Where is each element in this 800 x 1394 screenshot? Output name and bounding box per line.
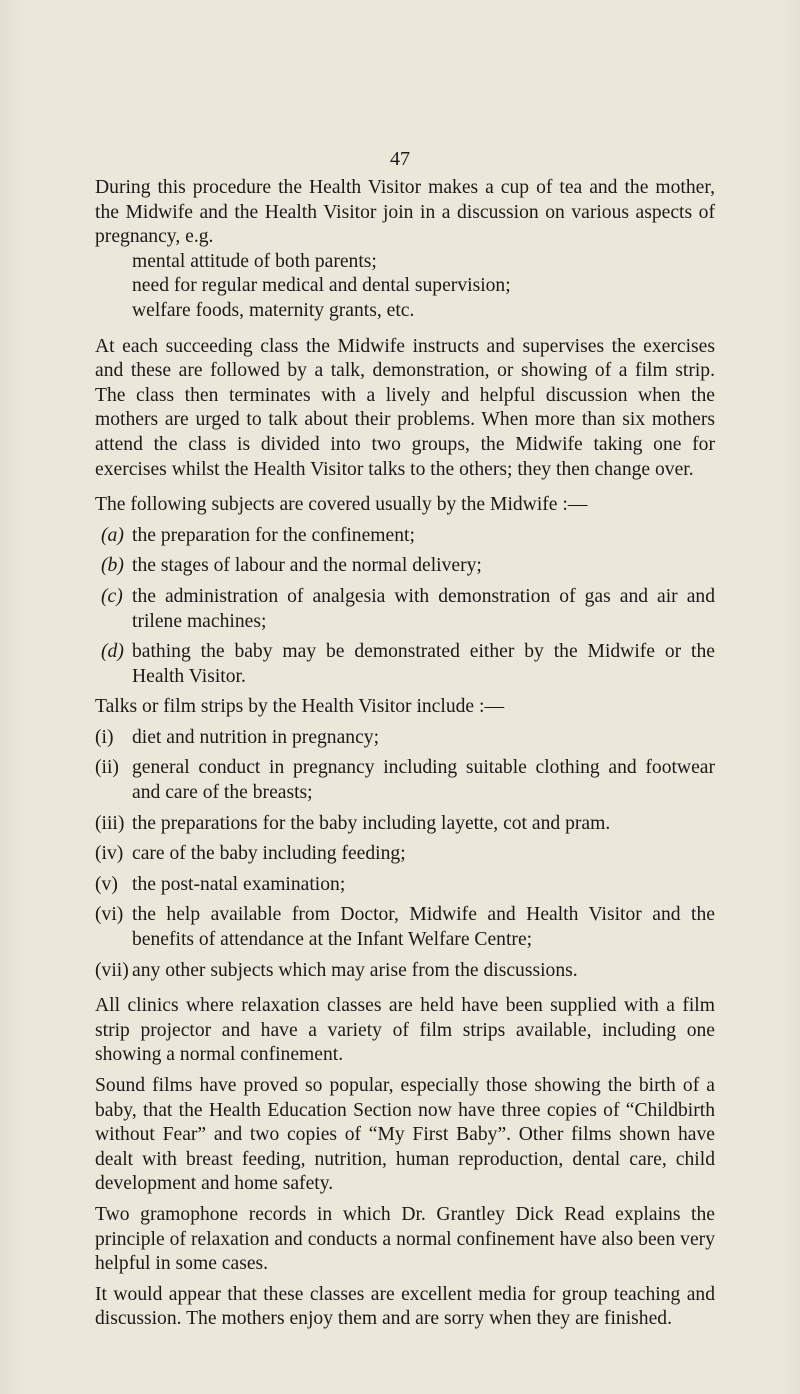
list-item <box>95 585 715 634</box>
list-label: (iii) <box>95 812 125 834</box>
paragraph: During this procedure the Health Visitor makes a cup of tea and the mother, the Midwife and the Health Visitor join in a discussion on various aspects of pregnancy, e.g. <box>95 177 715 248</box>
paragraph: All clinics where relaxation classes are held have been supplied with a film strip projector and have a variety of film strips available, including one showing a normal confinement. <box>95 995 715 1066</box>
list-text: bathing the baby may be demonstrated either by the Midwife or the Health Visitor. <box>132 641 715 687</box>
list-label: (i) <box>95 726 114 748</box>
list-item <box>95 640 715 689</box>
midwife-subjects-list <box>95 524 715 690</box>
list-label: (vi) <box>95 904 124 926</box>
list-item: welfare foods, maternity grants, etc. <box>132 299 415 321</box>
list-item <box>95 756 715 805</box>
list-item: need for regular medical and dental supervision; <box>132 275 511 297</box>
list-item <box>95 842 715 867</box>
paragraph: It would appear that these classes are excellent media for group teaching and discussion. The mothers enjoy them and are sorry when they are finished. <box>95 1283 715 1330</box>
list-text: the preparations for the baby including layette, cot and pram. <box>132 812 611 834</box>
list-label: (ii) <box>95 757 119 779</box>
list-item: mental attitude of both parents; <box>132 250 377 272</box>
list-text: general conduct in pregnancy including suitable clothing and footwear and care of the breasts; <box>132 757 715 804</box>
health-visitor-talks-list <box>95 726 715 983</box>
list-text: any other subjects which may arise from the discussions. <box>132 959 578 981</box>
list-item <box>95 524 715 549</box>
list-item <box>95 726 715 751</box>
list-label: (b) <box>101 555 124 577</box>
list-label: (c) <box>101 585 123 607</box>
list-text: the post-natal examination; <box>132 873 346 895</box>
list-item <box>95 903 715 952</box>
paragraph: Two gramophone records in which Dr. Grantley Dick Read explains the principle of relaxation and conducts a normal confinement have also been very helpful in some cases. <box>95 1203 715 1275</box>
list-item <box>95 873 715 898</box>
list-text: the administration of analgesia with demonstration of gas and air and trilene machines; <box>132 585 715 632</box>
body-text <box>95 176 715 1332</box>
paragraph: Talks or film strips by the Health Visitor include :— <box>95 696 505 718</box>
paragraph: The following subjects are covered usually by the Midwife :— <box>95 494 588 516</box>
list-label: (iv) <box>95 843 124 865</box>
list-item <box>95 812 715 837</box>
list-label: (v) <box>95 873 118 895</box>
list-text: the help available from Doctor, Midwife and Health Visitor and the benefits of attendance at the Infant Welfare Centre; <box>132 904 715 951</box>
list-text: the stages of labour and the normal delivery; <box>132 555 482 577</box>
list-text: care of the baby including feeding; <box>132 843 406 865</box>
list-label: (a) <box>101 524 124 546</box>
list-item <box>95 554 715 579</box>
page-number: 47 <box>390 148 410 170</box>
paragraph: At each succeeding class the Midwife instructs and supervises the exercises and these are followed by a talk, demonstration, or showing of a film strip. The class then terminates with a lively and helpful discussion when the mothers are urged to talk about their problems. When more than six mothers attend the class is divided into two groups, the Midwife taking one for exercises whilst the Health Visitor talks to the others; they then change over. <box>95 335 715 480</box>
list-label: (d) <box>101 641 124 663</box>
list-label: (vii) <box>95 959 129 981</box>
list-text: the preparation for the confinement; <box>132 524 415 546</box>
list-text: diet and nutrition in pregnancy; <box>132 726 380 748</box>
list-item <box>95 959 715 984</box>
paragraph: Sound films have proved so popular, especially those showing the birth of a baby, that the Health Education Section now have three copies of “Childbirth without Fear” and two copies of “My First Baby”. Other films shown have dealt with breast feeding, nutrition, human reproduction, dental care, child development and home safety. <box>95 1075 715 1195</box>
